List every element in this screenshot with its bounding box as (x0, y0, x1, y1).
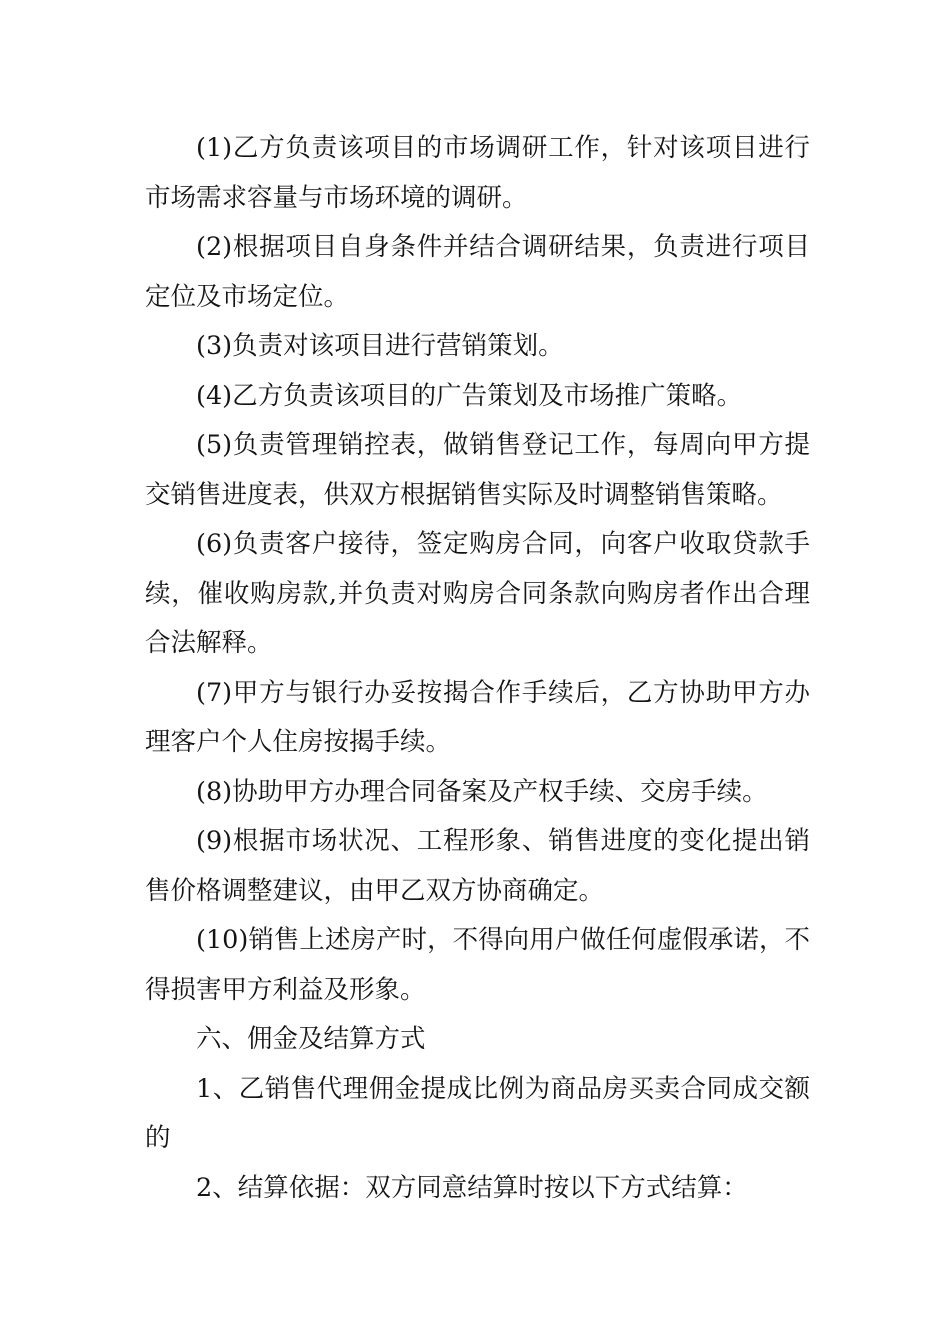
clause-1: (1)乙方负责该项目的市场调研工作，针对该项目进行市场需求容量与市场环境的调研。 (145, 133, 810, 213)
clause-9: (9)根据市场状况、工程形象、销售进度的变化提出销售价格调整建议，由甲乙双方协商确定。 (145, 826, 810, 906)
clause-10: (10)销售上述房产时，不得向用户做任何虚假承诺，不得损害甲方利益及形象。 (145, 925, 810, 1005)
commission-item-2: 2、结算依据：双方同意结算时按以下方式结算： (196, 1172, 748, 1203)
clause-3: (3)负责对该项目进行营销策划。 (196, 331, 564, 361)
commission-item-1: 1、乙销售代理佣金提成比例为商品房买卖合同成交额的 (145, 1073, 810, 1153)
clause-4: (4)乙方负责该项目的广告策划及市场推广策略。 (196, 380, 743, 411)
section-heading-commission: 六、佣金及结算方式 (196, 1024, 426, 1054)
clause-8: (8)协助甲方办理合同备案及产权手续、交房手续。 (196, 776, 768, 807)
clause-2: (2)根据项目自身条件并结合调研结果，负责进行项目定位及市场定位。 (145, 232, 810, 312)
clause-6: (6)负责客户接待，签定购房合同，向客户收取贷款手续，催收购房款,并负责对购房合同条款向购房者作出合理合法解释。 (145, 529, 810, 658)
document-body (145, 124, 810, 1213)
clause-5: (5)负责管理销控表，做销售登记工作，每周向甲方提交销售进度表，供双方根据销售实际及时调整销售策略。 (145, 430, 810, 510)
clause-7: (7)甲方与银行办妥按揭合作手续后，乙方协助甲方办理客户个人住房按揭手续。 (145, 677, 810, 757)
